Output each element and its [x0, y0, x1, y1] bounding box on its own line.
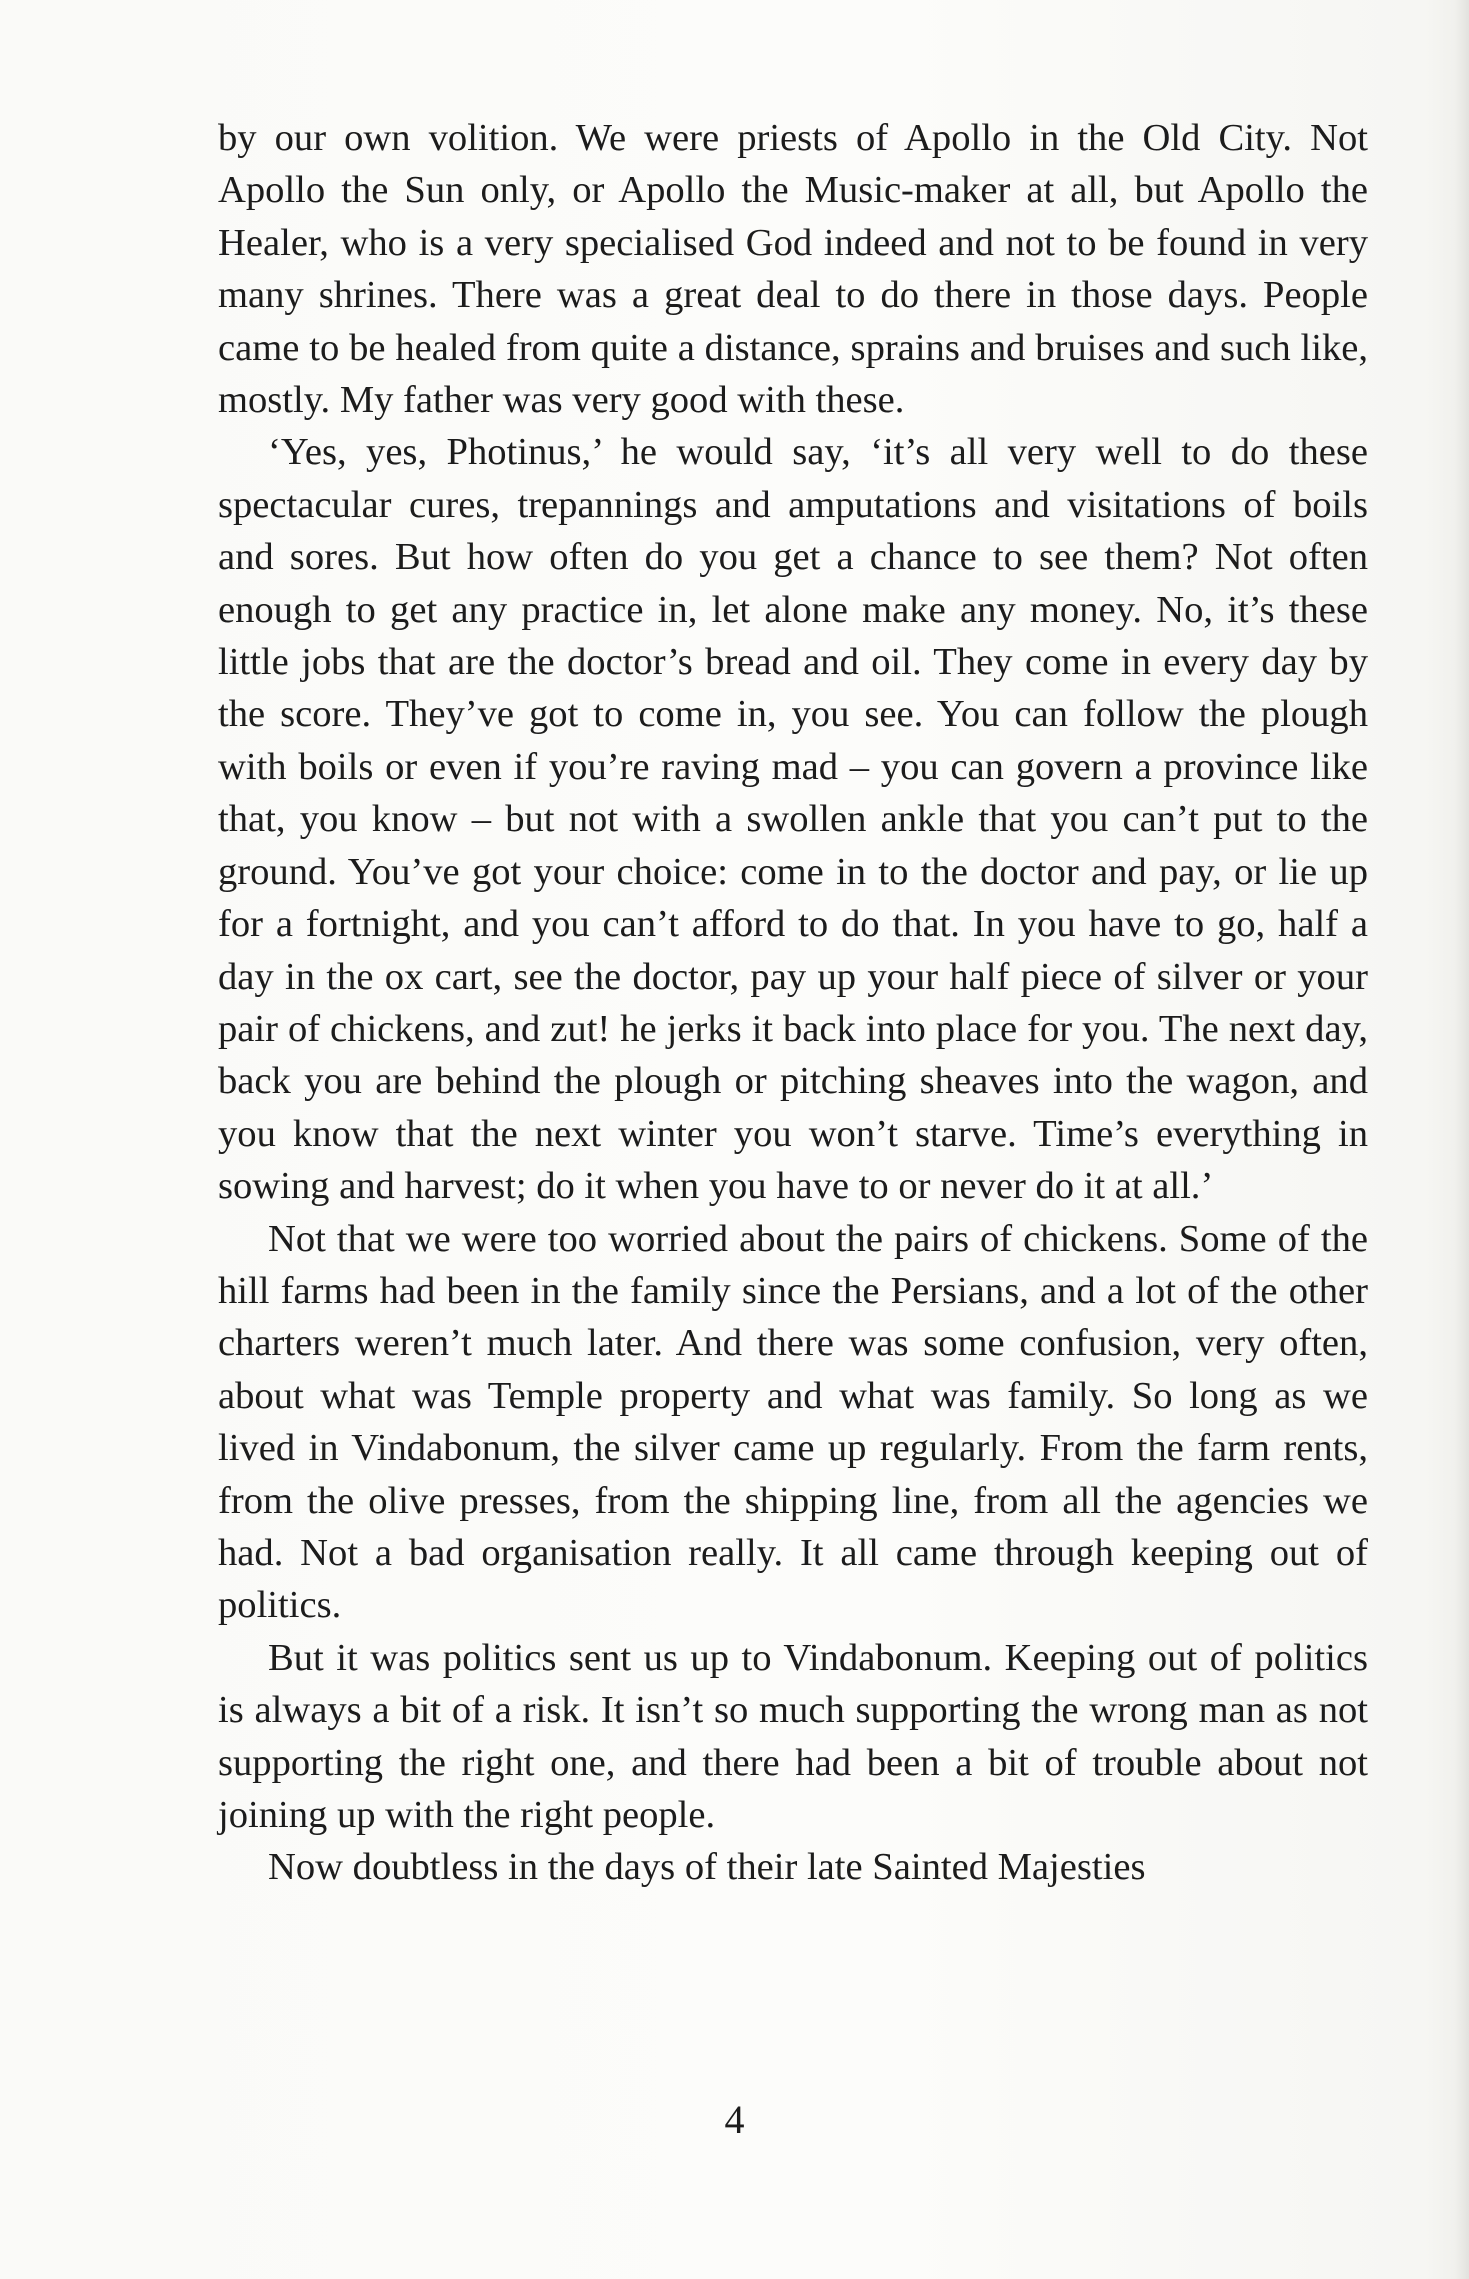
- paragraph-5: Now doubtless in the days of their late Sainted Majesties: [268, 1846, 1146, 1889]
- page-edge-shadow: [1455, 0, 1469, 2279]
- paragraph-2: ‘Yes, yes, Photinus,’ he would say, ‘it’s all very well to do these spectacular cures, trepannings and amputations and visitations of boils and sores. But how often do you get a chance to see them? Not often enough to get any practice in, let alone make any money. No, it’s these little jobs that are the doctor’s bread and oil. They come in every day by the score. They’ve got to come in, you see. You can follow the plough with boils or even if you’re raving mad – you can govern a province like that, you know – but not with a swollen ankle that you can’t put to the ground. You’ve got your choice: come in to the doctor and pay, or lie up for a fortnight, and you can’t afford to do that. In you have to go, half a day in the ox cart, see the doctor, pay up your half piece of silver or your pair of chickens, and zut! he jerks it back into place for you. The next day, back you are behind the plough or pitching sheaves into the wagon, and you know that the next winter you won’t starve. Time’s everything in sowing and harvest; do it when you have to or never do it at all.’: [218, 431, 1368, 1208]
- body-text: [218, 112, 1368, 1894]
- paragraph-3: Not that we were too worried about the pairs of chickens. Some of the hill farms had been in the family since the Persians, and a lot of the other charters weren’t much later. And there was some confusion, very often, about what was Temple property and what was family. So long as we lived in Vindabonum, the silver came up regularly. From the farm rents, from the olive presses, from the shipping line, from all the agencies we had. Not a bad organisation really. It all came through keeping out of politics.: [218, 1217, 1368, 1627]
- page-number: 4: [724, 2097, 745, 2142]
- paragraph-1: by our own volition. We were priests of Apollo in the Old City. Not Apollo the Sun only, or Apollo the Music-maker at all, but Apollo the Healer, who is a very specialised God indeed and not to be found in very many shrines. There was a great deal to do there in those days. People came to be healed from quite a distance, sprains and bruises and such like, mostly. My father was very good with these.: [218, 117, 1368, 422]
- paragraph-4: But it was politics sent us up to Vindabonum. Keeping out of politics is always a bit of a risk. It isn’t so much supporting the wrong man as not supporting the right one, and there had been a bit of trouble about not joining up with the right people.: [218, 1636, 1368, 1836]
